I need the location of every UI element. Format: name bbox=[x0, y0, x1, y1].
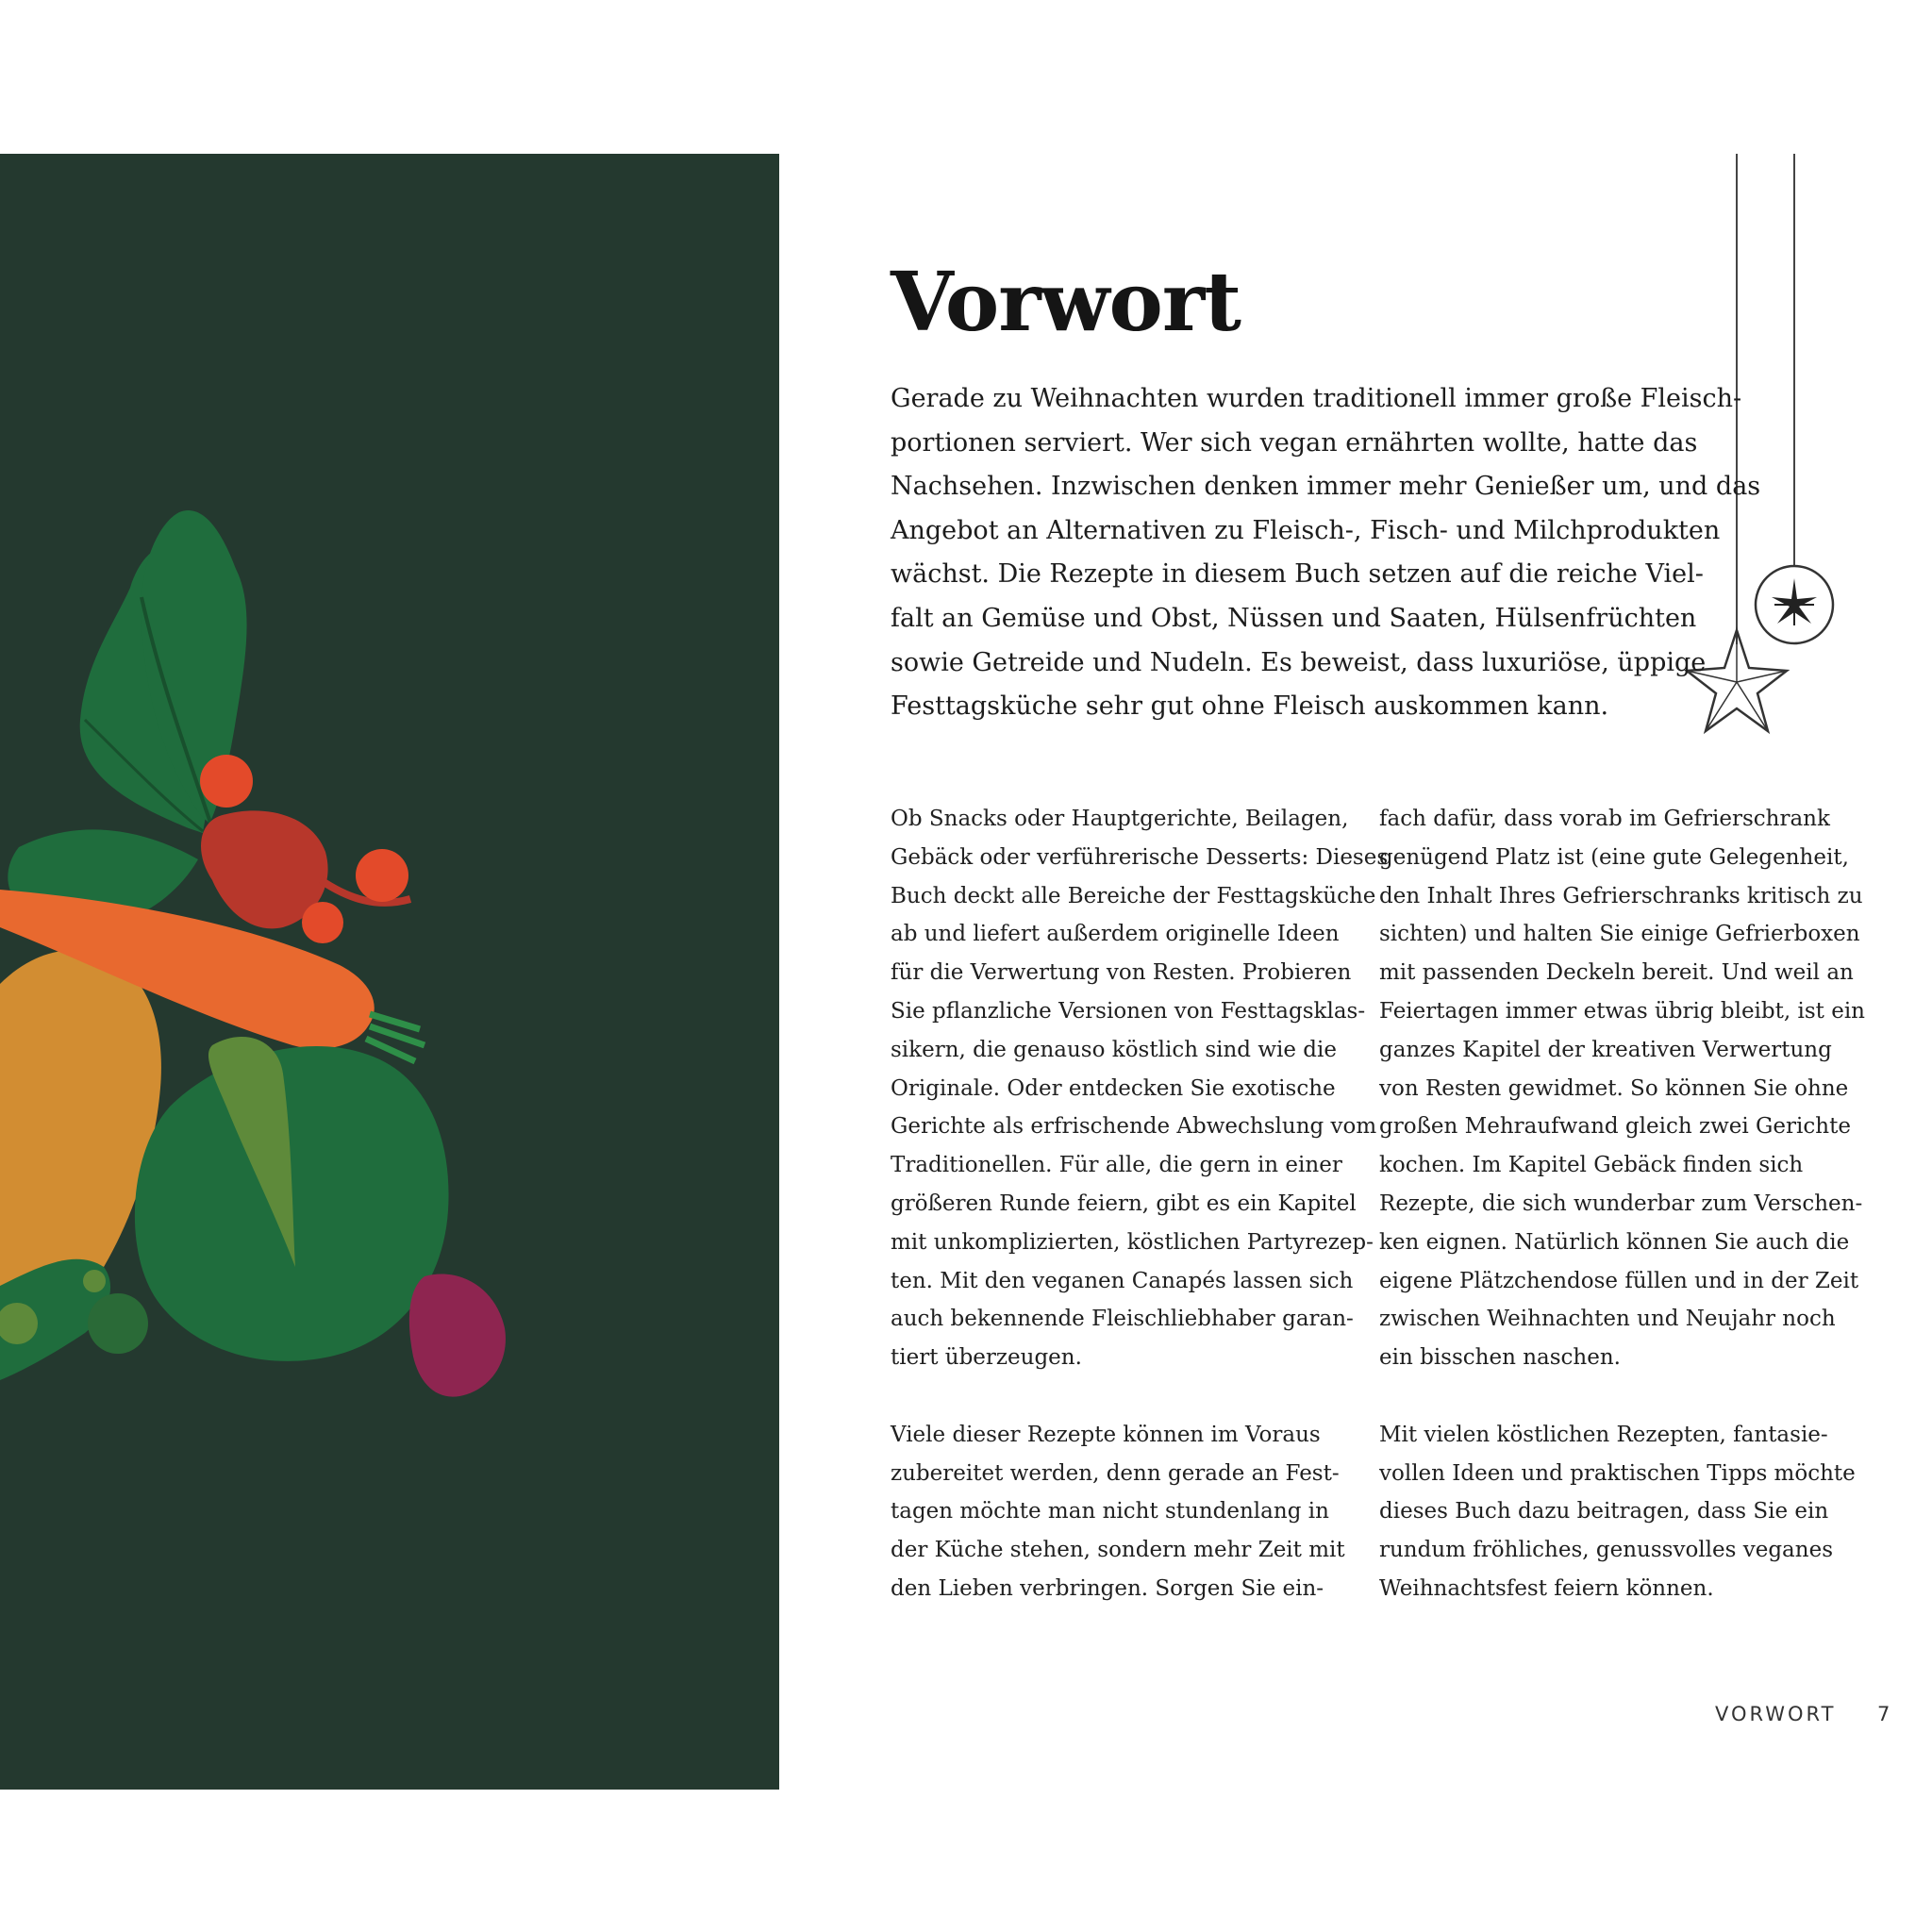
intro-line: portionen serviert. Wer sich vegan ernährten wollte, hatte das bbox=[891, 427, 1698, 458]
body-line: tagen möchte man nicht stundenlang in bbox=[891, 1499, 1329, 1524]
body-line: Ob Snacks oder Hauptgerichte, Beilagen, bbox=[891, 807, 1349, 831]
body-line: großen Mehraufwand gleich zwei Gerichte bbox=[1379, 1114, 1851, 1140]
body-line: den Inhalt Ihres Gefrierschranks kritisch zu bbox=[1379, 883, 1863, 908]
page-number: 7 bbox=[1877, 1703, 1890, 1725]
pea-icon bbox=[83, 1270, 106, 1292]
intro-line: Angebot an Alternativen zu Fleisch-, Fisch- und Milchprodukten bbox=[891, 515, 1721, 545]
intro-line: Nachsehen. Inzwischen denken immer mehr Genießer um, und das bbox=[891, 472, 1761, 502]
body-line: Traditionellen. Für alle, die gern in einer bbox=[891, 1153, 1342, 1178]
body-line: vollen Ideen und praktischen Tipps möchte bbox=[1379, 1460, 1856, 1486]
body-line: Gerichte als erfrischende Abwechslung vom bbox=[891, 1114, 1377, 1140]
body-paragraph bbox=[1379, 800, 1865, 1377]
body-line: Sie pflanzliche Versionen von Festtagsklas- bbox=[891, 998, 1366, 1024]
body-line: tiert überzeugen. bbox=[891, 1345, 1082, 1371]
illustration-panel bbox=[0, 154, 779, 1790]
tomato-icon bbox=[200, 755, 253, 808]
intro-line: sowie Getreide und Nudeln. Es beweist, dass luxuriöse, üppige bbox=[891, 647, 1707, 677]
intro-paragraph bbox=[891, 377, 1761, 729]
body-line: zubereitet werden, denn gerade an Fest- bbox=[891, 1460, 1340, 1486]
body-line: Gebäck oder verführerische Desserts: Dieses bbox=[891, 844, 1389, 870]
body-paragraph bbox=[891, 800, 1389, 1377]
body-line: Buch deckt alle Bereiche der Festtagsküche bbox=[891, 883, 1376, 908]
ball-ornament-icon bbox=[1756, 566, 1833, 643]
intro-line: Festtagsküche sehr gut ohne Fleisch auskommen kann. bbox=[891, 691, 1609, 722]
body-line: eigene Plätzchendose füllen und in der Zeit bbox=[1379, 1268, 1859, 1293]
body-line: genügend Platz ist (eine gute Gelegenheit, bbox=[1379, 844, 1849, 870]
body-line: der Küche stehen, sondern mehr Zeit mit bbox=[891, 1538, 1345, 1563]
body-line: Weihnachtsfest feiern können. bbox=[1379, 1575, 1714, 1601]
intro-line: falt an Gemüse und Obst, Nüssen und Saaten, Hülsenfrüchten bbox=[891, 603, 1697, 633]
body-line: Mit vielen köstlichen Rezepten, fantasie- bbox=[1379, 1422, 1828, 1447]
body-line: sikern, die genauso köstlich sind wie die bbox=[891, 1037, 1337, 1062]
body-line: fach dafür, dass vorab im Gefrierschrank bbox=[1379, 807, 1830, 831]
vegetable-illustration bbox=[0, 154, 779, 1790]
body-line: für die Verwertung von Resten. Probieren bbox=[891, 960, 1352, 986]
body-line: von Resten gewidmet. So können Sie ohne bbox=[1379, 1075, 1849, 1101]
star-ornament-icon bbox=[1687, 630, 1787, 731]
body-line: ein bisschen naschen. bbox=[1379, 1345, 1621, 1371]
body-line: ken eignen. Natürlich können Sie auch die bbox=[1379, 1229, 1850, 1255]
body-line: den Lieben verbringen. Sorgen Sie ein- bbox=[891, 1575, 1324, 1601]
body-line: sichten) und halten Sie einige Gefrierboxen bbox=[1379, 922, 1860, 947]
body-line: ganzes Kapitel der kreativen Verwertung bbox=[1379, 1037, 1832, 1062]
body-line: auch bekennende Fleischliebhaber garan- bbox=[891, 1307, 1354, 1332]
intro-line: Gerade zu Weihnachten wurden traditionell immer große Fleisch- bbox=[891, 384, 1742, 413]
body-line: Viele dieser Rezepte können im Voraus bbox=[891, 1422, 1321, 1447]
body-line: größeren Runde feiern, gibt es ein Kapitel bbox=[891, 1191, 1357, 1216]
body-line: Originale. Oder entdecken Sie exotische bbox=[891, 1075, 1336, 1101]
body-line: zwischen Weihnachten und Neujahr noch bbox=[1379, 1307, 1836, 1332]
radish-icon bbox=[356, 849, 408, 902]
body-line: mit unkomplizierten, köstlichen Partyrezep- bbox=[891, 1229, 1374, 1255]
body-line: ten. Mit den veganen Canapés lassen sich bbox=[891, 1268, 1354, 1293]
radish-small-icon bbox=[302, 902, 343, 943]
intro-line: wächst. Die Rezepte in diesem Buch setzen auf die reiche Viel- bbox=[891, 559, 1704, 590]
left-text-column bbox=[891, 800, 1389, 1608]
body-line: rundum fröhliches, genussvolles veganes bbox=[1379, 1538, 1834, 1563]
page-title: Vorwort bbox=[891, 255, 1241, 350]
body-paragraph bbox=[891, 1416, 1362, 1608]
running-footer-section: VORWORT bbox=[1715, 1703, 1837, 1725]
body-line: ab und liefert außerdem originelle Ideen bbox=[891, 922, 1340, 947]
beetroot-icon bbox=[409, 1274, 506, 1396]
body-line: kochen. Im Kapitel Gebäck finden sich bbox=[1379, 1153, 1804, 1178]
body-line: Feiertagen immer etwas übrig bleibt, ist ein bbox=[1379, 998, 1865, 1024]
body-line: dieses Buch dazu beitragen, dass Sie ein bbox=[1379, 1499, 1829, 1524]
body-paragraph bbox=[1379, 1416, 1856, 1608]
body-line: Rezepte, die sich wunderbar zum Verschen- bbox=[1379, 1191, 1863, 1216]
right-text-column bbox=[1379, 800, 1865, 1608]
body-line: mit passenden Deckeln bereit. Und weil an bbox=[1379, 960, 1854, 986]
